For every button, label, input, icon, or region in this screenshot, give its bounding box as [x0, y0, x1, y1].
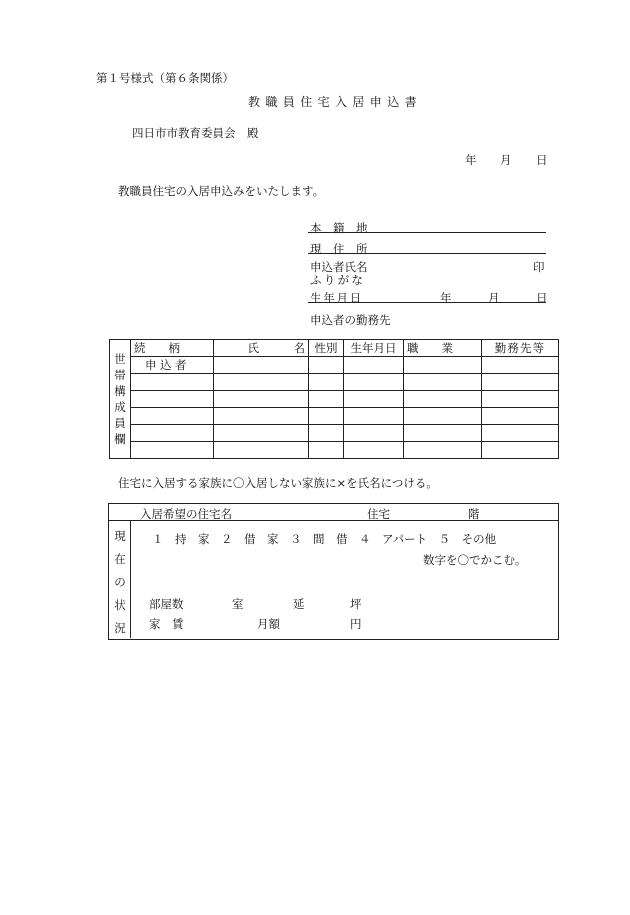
col-birth: 生年月日 — [344, 340, 404, 357]
table-row[interactable] — [110, 357, 559, 374]
household-table — [109, 339, 559, 459]
date-month: 月 — [500, 153, 512, 167]
address-line[interactable] — [308, 253, 546, 254]
col-workplace: 勤務先等 — [482, 340, 559, 357]
rooms-label: 部屋数 — [149, 597, 184, 611]
housing-side-divider — [130, 520, 131, 638]
col-name: 氏 名 — [214, 340, 309, 357]
tsubo-unit: 坪 — [350, 597, 362, 611]
workplace-label: 申込者の勤務先 — [310, 313, 391, 327]
household-note: 住宅に入居する家族に〇入居しない家族に×を氏名につける。 — [118, 476, 438, 490]
furigana-label: ふりがな — [310, 273, 366, 287]
address-label: 現 住 所 — [310, 242, 368, 256]
housing-side-label: 現 在 の 状 況 — [114, 529, 126, 635]
housing-options[interactable]: １ 持 家 ２ 借 家 ３ 間 借 ４ アパート ５ その他 — [152, 532, 497, 546]
circle-instruction: 数字を〇でかこむ。 — [423, 553, 527, 567]
relation-applicant: 申込者 — [131, 357, 214, 374]
seal-mark: 印 — [533, 260, 545, 274]
monthly-label: 月額 — [257, 617, 280, 631]
table-row[interactable] — [110, 374, 559, 391]
addressee: 四日市市教育委員会 殿 — [132, 126, 259, 140]
table-row[interactable] — [110, 391, 559, 408]
household-side-label: 世 帯 構 成 員 欄 — [110, 340, 131, 459]
col-sex: 性別 — [309, 340, 344, 357]
birth-label: 生年月日 — [310, 291, 363, 305]
yen-unit: 円 — [350, 617, 362, 631]
birth-year: 年 — [440, 291, 452, 305]
intro-text: 教職員住宅の入居申込みをいたします。 — [118, 184, 325, 198]
honseki-label: 本 籍 地 — [310, 221, 368, 235]
table-row[interactable] — [110, 408, 559, 425]
table-header-row — [110, 340, 559, 357]
birth-day: 日 — [536, 291, 548, 305]
birth-line[interactable] — [308, 302, 546, 303]
col-relation: 続 柄 — [131, 340, 214, 357]
table-row[interactable] — [110, 442, 559, 459]
nobe-label: 延 — [293, 597, 305, 611]
form-number: 第１号様式（第６条関係） — [96, 71, 234, 85]
room-unit: 室 — [232, 597, 244, 611]
honseki-line[interactable] — [308, 232, 546, 233]
col-occupation: 職 業 — [404, 340, 482, 357]
birth-month: 月 — [488, 291, 500, 305]
rent-label: 家 賃 — [149, 617, 184, 631]
wish-label: 入居希望の住宅名 — [140, 507, 232, 521]
date-year: 年 — [465, 153, 477, 167]
table-row[interactable] — [110, 425, 559, 442]
wish-suffix: 住宅 — [367, 507, 390, 521]
floor-label: 階 — [468, 507, 480, 521]
applicant-name-label: 申込者氏名 — [310, 260, 368, 274]
document-title: 教職員住宅入居申込書 — [248, 95, 423, 109]
date-day: 日 — [536, 153, 548, 167]
